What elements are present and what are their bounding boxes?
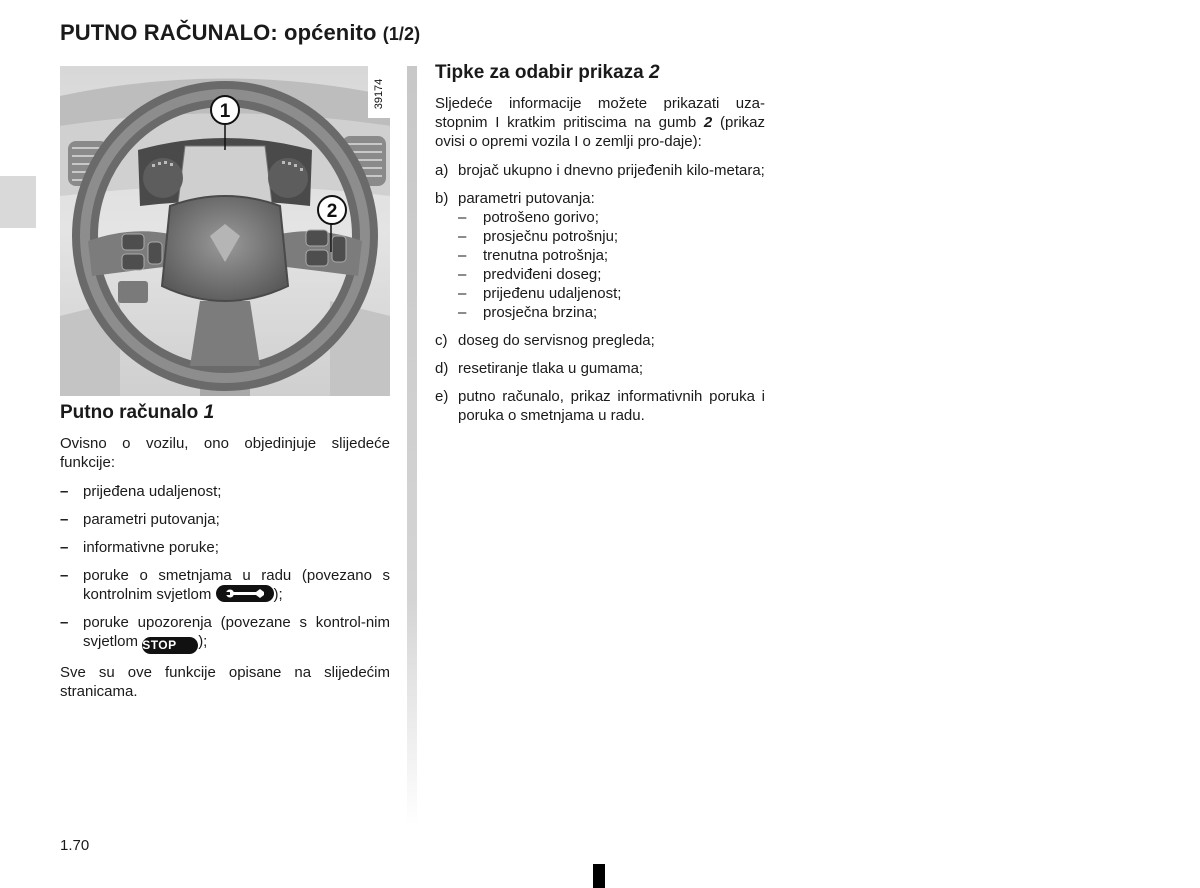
list-item-text: poruke upozorenja (povezane s kontrol-nim svjetlom: [83, 614, 390, 650]
list-item: [435, 359, 765, 378]
list-item-text: prijeđena udaljenost;: [83, 483, 222, 500]
list-item-text: putno računalo, prikaz informativnih poruka i poruka o smetnjama u radu.: [458, 388, 765, 424]
sublist-dash: –: [458, 304, 467, 321]
sublist-dash: –: [458, 228, 467, 245]
page-title-text: PUTNO RAČUNALO: općenito: [60, 20, 377, 45]
list-item-label: b): [435, 190, 449, 207]
list-item-label: a): [435, 162, 449, 179]
sublist-item: [458, 303, 765, 322]
list-item-text-end: );: [198, 633, 208, 650]
page-edge-marker: [593, 864, 605, 888]
list-item: [60, 538, 390, 557]
sublist-item-text: prosječna brzina;: [483, 304, 598, 321]
chapter-tab: [0, 176, 36, 228]
sublist-dash: –: [458, 209, 467, 226]
intro-paragraph: [435, 94, 765, 151]
left-column: [60, 402, 390, 701]
figure-code: [368, 72, 390, 116]
sublist-dash: –: [458, 266, 467, 283]
intro-text: Sljedeće informacije možete prikazati uza-stopnim I kratkim pritiscima na gumb: [435, 95, 765, 131]
sublist-item-text: potrošeno gorivo;: [483, 209, 599, 226]
section-heading-display-buttons: [435, 62, 765, 84]
sublist-item-text: trenutna potrošnja;: [483, 247, 609, 264]
list-item-text: doseg do servisnog pregleda;: [458, 332, 655, 349]
list-item: [435, 331, 765, 350]
list-item-label: c): [435, 332, 448, 349]
column-divider: [407, 66, 417, 826]
heading-number: 1: [203, 402, 215, 423]
list-item-label: d): [435, 360, 449, 377]
display-options-list: [435, 161, 765, 425]
list-item-text: parametri putovanja;: [83, 511, 220, 528]
sublist-item-text: predviđeni doseg;: [483, 266, 602, 283]
list-dash: –: [60, 539, 69, 556]
list-dash: –: [60, 567, 69, 584]
list-dash: –: [60, 511, 69, 528]
callout-2: 2: [326, 201, 338, 222]
outro-paragraph: Sve su ove funkcije opisane na slijedećim stranicama.: [60, 664, 390, 700]
sublist-item-text: prosječnu potrošnju;: [483, 228, 619, 245]
intro-text-end: (prikaz ovisi o opremi vozila I o zemlji pro-daje):: [435, 114, 766, 150]
list-item: [60, 510, 390, 529]
intro-paragraph: Ovisno o vozilu, ono objedinjuje slijedeće funkcije:: [60, 435, 390, 471]
list-item-text-end: );: [273, 586, 283, 603]
sublist-item: [458, 208, 765, 227]
intro-button-number: 2: [703, 114, 713, 131]
list-dash: –: [60, 483, 69, 500]
sublist-item: [458, 227, 765, 246]
section-heading-trip-computer: [60, 402, 390, 424]
trip-parameters-sublist: [458, 208, 765, 322]
heading-text: Putno računalo: [60, 402, 199, 423]
page-title: [60, 20, 420, 46]
list-item-text: poruke o smetnjama u radu (povezano s kontrolnim svjetlom: [83, 567, 390, 603]
list-item-text: resetiranje tlaka u gumama;: [458, 360, 644, 377]
right-column: [435, 62, 765, 434]
list-item: [435, 189, 765, 322]
sublist-item: [458, 246, 765, 265]
stop-warning-icon: STOP: [142, 637, 198, 654]
list-dash: –: [60, 614, 69, 631]
steering-wheel-drawing: [60, 66, 390, 396]
page-number: 1.70: [60, 837, 90, 854]
list-item: [60, 613, 390, 654]
page-part-indicator: (1/2): [382, 24, 421, 44]
list-item: [435, 161, 765, 180]
list-item: [60, 482, 390, 501]
sublist-item: [458, 284, 765, 303]
list-item-text: parametri putovanja:: [458, 190, 595, 207]
list-item-text: brojač ukupno i dnevno prijeđenih kilo-metara;: [458, 162, 765, 179]
heading-text: Tipke za odabir prikaza: [435, 62, 644, 83]
wrench-warning-icon: [216, 585, 274, 602]
figure-code-text: 39174: [373, 78, 385, 110]
list-item-label: e): [435, 388, 449, 405]
list-item: [60, 566, 390, 604]
steering-wheel-illustration: [60, 66, 390, 396]
sublist-dash: –: [458, 247, 467, 264]
heading-number: 2: [649, 62, 660, 83]
function-list: [60, 482, 390, 654]
sublist-item-text: prijeđenu udaljenost;: [483, 285, 622, 302]
list-item: [435, 387, 765, 425]
sublist-dash: –: [458, 285, 467, 302]
callout-1: 1: [219, 101, 231, 122]
list-item-text: informativne poruke;: [83, 539, 219, 556]
sublist-item: [458, 265, 765, 284]
